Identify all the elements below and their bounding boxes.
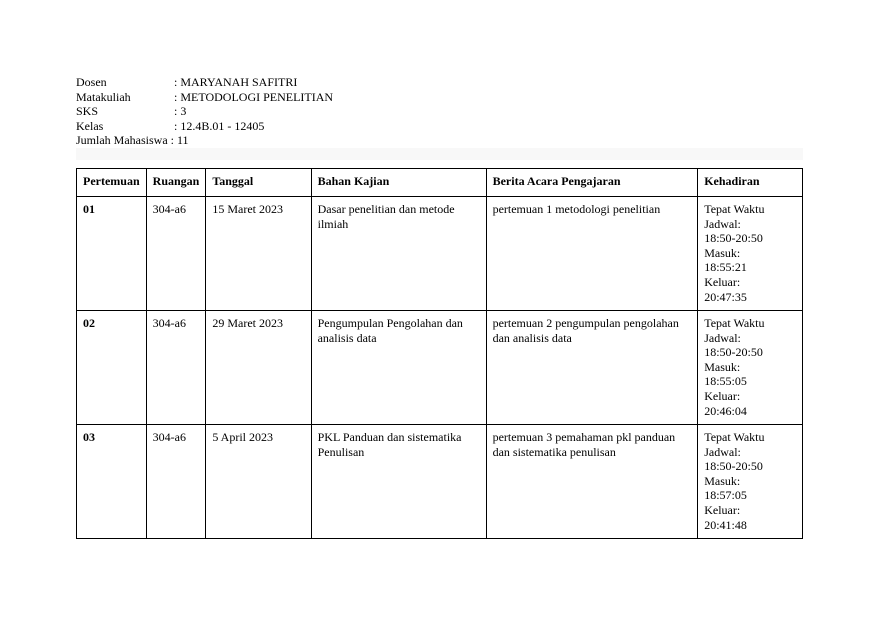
sks-label: SKS — [76, 104, 99, 119]
jumlah-mahasiswa-value: : 11 — [170, 133, 189, 148]
attendance-table — [76, 168, 803, 539]
matakuliah-label: Matakuliah — [76, 89, 131, 104]
column-header-kehadiran: Kehadiran — [698, 169, 803, 197]
jumlah-mahasiswa-row — [76, 133, 333, 148]
berita-acara-cell: pertemuan 2 pengumpulan pengolahan dan analisis data — [486, 311, 698, 425]
table-row — [77, 197, 803, 311]
berita-acara-cell: pertemuan 3 pemahaman pkl panduan dan sistematika penulisan — [486, 425, 698, 539]
pertemuan-cell: 01 — [77, 197, 147, 311]
dosen-value: : MARYANAH SAFITRI — [174, 75, 298, 89]
matakuliah-row — [76, 90, 333, 105]
jadwal-label: Jadwal: — [704, 330, 741, 345]
masuk-value: 18:55:05 — [704, 374, 747, 389]
keluar-value: 20:41:48 — [704, 517, 747, 532]
sks-value: : 3 — [174, 104, 187, 119]
kelas-label: Kelas — [76, 118, 104, 133]
table-header-row — [77, 169, 803, 197]
keluar-label: Keluar: — [704, 502, 741, 517]
kelas-value: : 12.4B.01 - 12405 — [174, 118, 265, 133]
sks-row — [76, 104, 333, 119]
jadwal-value: 18:50-20:50 — [704, 231, 763, 246]
tanggal-cell: 5 April 2023 — [206, 425, 311, 539]
table-row — [77, 425, 803, 539]
dosen-row — [76, 75, 333, 90]
kelas-row — [76, 119, 333, 134]
keluar-label: Keluar: — [704, 274, 741, 289]
jumlah-mahasiswa-label: Jumlah Mahasiswa — [76, 133, 168, 148]
bahan-kajian-cell: PKL Panduan dan sistematika Penulisan — [311, 425, 486, 539]
bahan-kajian-cell: Pengumpulan Pengolahan dan analisis data — [311, 311, 486, 425]
kehadiran-cell — [698, 311, 803, 425]
ruangan-cell: 304-a6 — [146, 311, 206, 425]
course-info-header — [76, 75, 333, 148]
dosen-label: Dosen — [76, 75, 107, 89]
masuk-label: Masuk: — [704, 359, 741, 374]
pertemuan-cell: 03 — [77, 425, 147, 539]
masuk-value: 18:57:05 — [704, 488, 747, 503]
kehadiran-cell — [698, 197, 803, 311]
jadwal-label: Jadwal: — [704, 216, 741, 231]
pertemuan-cell: 02 — [77, 311, 147, 425]
matakuliah-value: : METODOLOGI PENELITIAN — [174, 89, 334, 104]
keluar-value: 20:47:35 — [704, 289, 747, 304]
table-row — [77, 311, 803, 425]
kehadiran-status: Tepat Waktu — [704, 316, 765, 330]
masuk-label: Masuk: — [704, 473, 741, 488]
column-header-ruangan: Ruangan — [146, 169, 206, 197]
column-header-bahan-kajian: Bahan Kajian — [311, 169, 486, 197]
kehadiran-cell — [698, 425, 803, 539]
jadwal-value: 18:50-20:50 — [704, 459, 763, 474]
masuk-label: Masuk: — [704, 245, 741, 260]
jadwal-value: 18:50-20:50 — [704, 345, 763, 360]
keluar-value: 20:46:04 — [704, 403, 747, 418]
masuk-value: 18:55:21 — [704, 260, 747, 275]
kehadiran-status: Tepat Waktu — [704, 202, 765, 216]
column-header-tanggal: Tanggal — [206, 169, 311, 197]
bahan-kajian-cell: Dasar penelitian dan metode ilmiah — [311, 197, 486, 311]
kehadiran-status: Tepat Waktu — [704, 430, 765, 444]
tanggal-cell: 15 Maret 2023 — [206, 197, 311, 311]
tanggal-cell: 29 Maret 2023 — [206, 311, 311, 425]
section-divider-shade — [76, 148, 803, 160]
column-header-pertemuan: Pertemuan — [77, 169, 147, 197]
ruangan-cell: 304-a6 — [146, 425, 206, 539]
column-header-berita-acara: Berita Acara Pengajaran — [486, 169, 698, 197]
ruangan-cell: 304-a6 — [146, 197, 206, 311]
keluar-label: Keluar: — [704, 388, 741, 403]
jadwal-label: Jadwal: — [704, 444, 741, 459]
berita-acara-cell: pertemuan 1 metodologi penelitian — [486, 197, 698, 311]
